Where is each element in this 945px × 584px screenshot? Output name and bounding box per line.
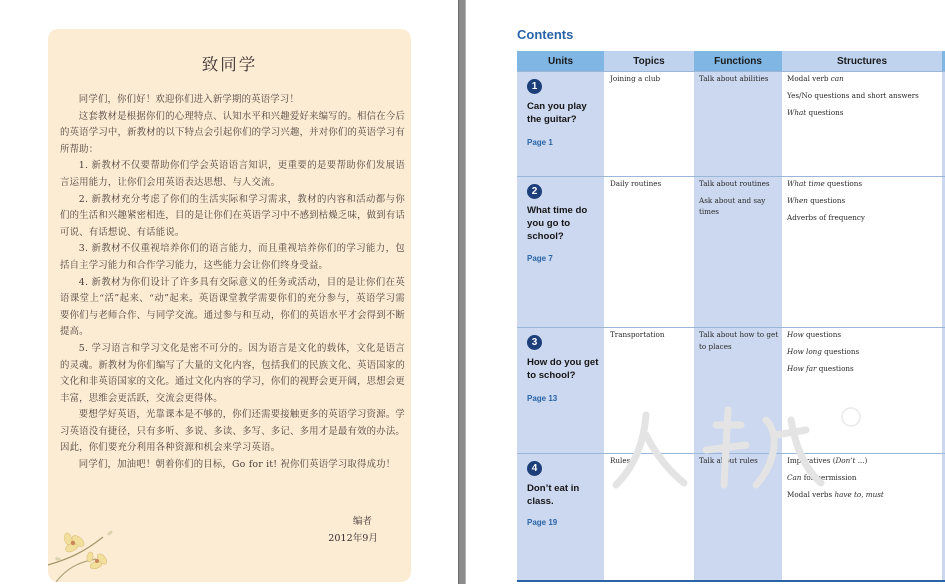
- unit-functions: [699, 329, 779, 357]
- topic-item: Rules: [610, 456, 631, 465]
- structure-item: Yes/No questions and short answers: [787, 91, 919, 100]
- unit-row-2: [517, 176, 945, 327]
- letter-paragraph: 同学们，加油吧！朝着你们的目标，Go for it! 祝你们英语学习取得成功！: [78, 459, 396, 471]
- unit-title: What time do you go to school?: [527, 205, 588, 242]
- structure-item: Imperatives (Don’t ...): [787, 456, 868, 465]
- structure-item: What questions: [787, 108, 844, 117]
- function-item: Talk about how to get to places: [699, 330, 779, 351]
- unit-title: How do you get to school?: [527, 357, 599, 381]
- topic-item: Transportation: [610, 330, 665, 339]
- publisher-watermark-icon: [606, 395, 866, 495]
- letter-body: [60, 92, 405, 474]
- topic-item: Joining a club: [610, 74, 661, 83]
- signature-date: 2012年9月: [328, 533, 378, 544]
- structure-item: Modal verbs have to, must: [787, 490, 884, 499]
- structure-item: Can for permission: [787, 473, 857, 482]
- contents-table: [517, 51, 945, 581]
- page-gutter: [458, 0, 466, 584]
- signature-editor: 编者: [352, 516, 372, 527]
- unit-row-1: [517, 71, 945, 176]
- unit-number-badge: 3: [527, 335, 542, 350]
- unit-number-badge: 2: [527, 184, 542, 199]
- bottom-rule: [517, 580, 945, 582]
- right-page: [466, 0, 945, 584]
- header-structures: Structures: [782, 51, 942, 71]
- unit-topics: [610, 329, 690, 346]
- unit-page-link[interactable]: Page 1: [527, 138, 553, 147]
- structure-item: When questions: [787, 196, 846, 205]
- header-units: Units: [517, 51, 604, 71]
- structure-item: Modal verb can: [787, 74, 844, 83]
- unit-title: Don’t eat in class.: [527, 483, 580, 507]
- structure-item: How far questions: [787, 364, 854, 373]
- unit-structures: [787, 178, 937, 229]
- structure-item: What time questions: [787, 179, 863, 188]
- unit-functions: [699, 73, 779, 90]
- unit-page-link[interactable]: Page 19: [527, 518, 558, 527]
- letter-card: [48, 29, 411, 582]
- contents-title: Contents: [517, 27, 574, 42]
- unit-functions: [699, 178, 779, 223]
- letter-paragraph: 1. 新教材不仅要帮助你们学会英语语言知识，更重要的是要帮助你们发展语言运用能力，让你们会用英语表达思想、与人交流。: [60, 160, 405, 188]
- header-topics: Topics: [604, 51, 694, 71]
- unit-structures: [787, 73, 937, 124]
- unit-number-badge: 4: [527, 461, 542, 476]
- unit-title: Can you play the guitar?: [527, 101, 587, 125]
- function-item: Talk about abilities: [699, 74, 769, 83]
- letter-paragraph: 5. 学习语言和学习文化是密不可分的。因为语言是文化的载体，文化是语言的灵魂。新教材为你们编写了大量的文化内容，包括我们的民族文化、英语国家的文化和非英语国家的文化。通过文化内容的学习，你们的视野会更开阔，思想会更丰富，思维会更活跃，交流会更得体。: [60, 342, 405, 404]
- letter-paragraph: 要想学好英语，光靠课本是不够的，你们还需要接触更多的英语学习资源。学习英语没有捷径，只有多听、多说、多读、多写、多记、多用才是最有效的办法。因此，你们要充分利用各种资源和机会来学习英语。: [60, 409, 405, 454]
- letter-paragraph: 3. 新教材不仅重视培养你们的语言能力，而且重视培养你们的学习能力，包括自主学习能力和合作学习能力，这些能力会让你们终身受益。: [60, 243, 405, 271]
- structure-item: Adverbs of frequency: [787, 213, 865, 222]
- function-item: Talk about routines: [699, 179, 770, 188]
- unit-number-badge: 1: [527, 79, 542, 94]
- unit-structures: [787, 329, 937, 380]
- structure-item: How questions: [787, 330, 842, 339]
- header-functions: Functions: [694, 51, 782, 71]
- unit-topics: [610, 73, 690, 90]
- flower-decoration-icon: [48, 507, 158, 582]
- letter-signature: [328, 513, 378, 547]
- letter-paragraph: 这套教材是根据你们的心理特点、认知水平和兴趣爱好来编写的。相信在今后的英语学习中，新教材的以下特点会引起你们的学习兴趣，并对你们的英语学习有所帮助：: [60, 110, 405, 155]
- letter-title: 致同学: [201, 55, 258, 74]
- unit-page-link[interactable]: Page 13: [527, 394, 558, 403]
- function-item: Talk about rules: [699, 456, 758, 465]
- letter-paragraph: 同学们，你们好！欢迎你们进入新学期的英语学习！: [78, 94, 300, 105]
- left-page: [0, 0, 455, 584]
- topic-item: Daily routines: [610, 179, 662, 188]
- structure-item: How long questions: [787, 347, 860, 356]
- unit-topics: [610, 178, 690, 195]
- letter-paragraph: 2. 新教材充分考虑了你们的生活实际和学习需求，教材的内容和活动都与你们的生活和兴趣紧密相连，目的是让你们在英语学习中不感到枯燥乏味，做到有话可说、有话想说、有话能说。: [60, 193, 405, 238]
- unit-page-link[interactable]: Page 7: [527, 254, 553, 263]
- letter-paragraph: 4. 新教材为你们设计了许多具有交际意义的任务或活动，目的是让你们在英语课堂上“活”起来、“动”起来。英语课堂教学需要你们的充分参与，英语学习需要你们与老师合作、与同学交流。通过参与和互动，你们的英语水平才会得到不断提高。: [60, 276, 405, 338]
- function-item: Ask about and say times: [699, 195, 766, 216]
